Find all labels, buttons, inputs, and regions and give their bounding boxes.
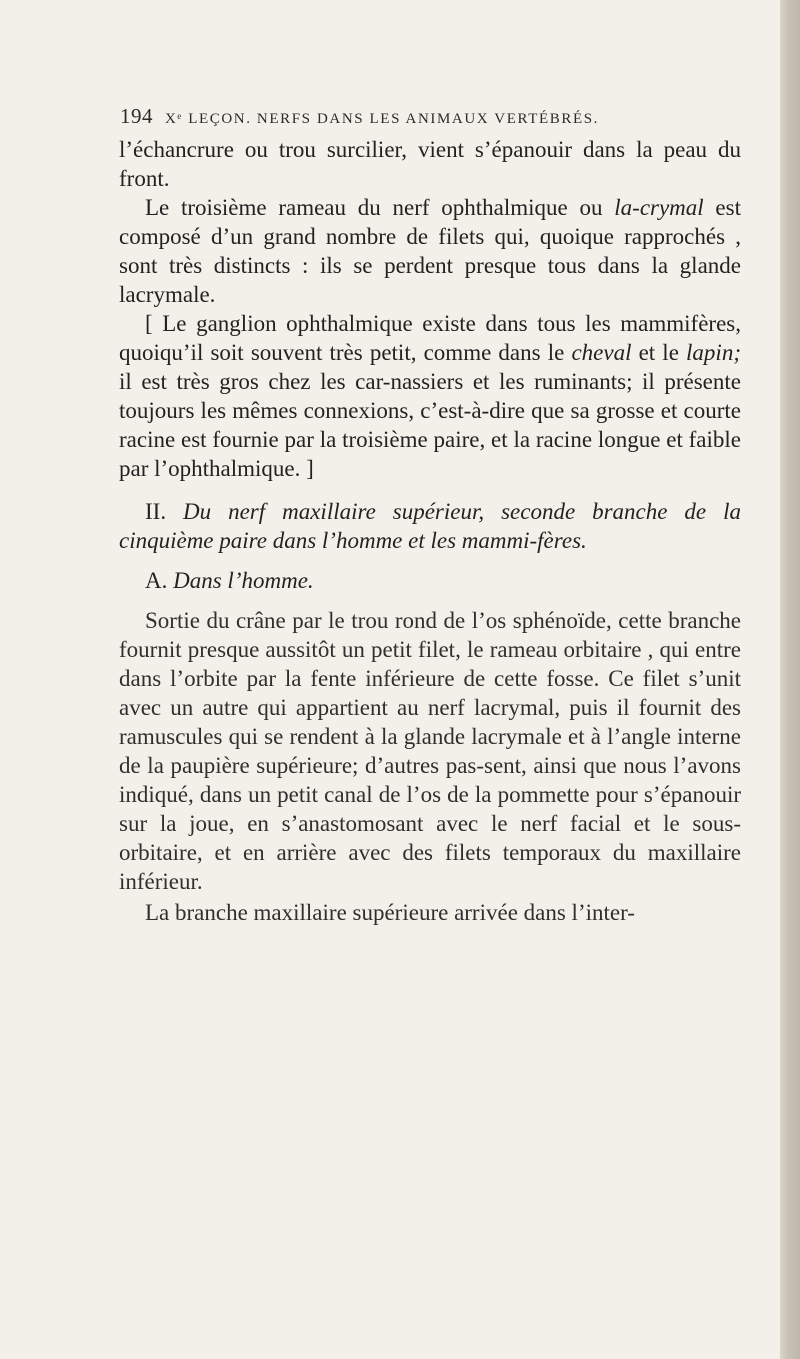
- paragraph-lacrymal-branch: [119, 193, 741, 309]
- page-edge: [780, 0, 800, 1359]
- subsection-title: Dans l’homme.: [173, 568, 314, 593]
- paragraph-continued: La branche maxillaire supérieure arrivée dans l’inter-: [145, 900, 635, 925]
- paragraph-maxillary-course: Sortie du crâne par le trou rond de l’os sphénoïde, cette branche fournit presque aussitôt un petit filet, le rameau orbitaire , qui entre dans l’orbite par la fente inférieure de cette fosse. Ce filet s’unit avec un autre qui appartient au nerf lacrymal, puis il fournit des ramuscules qui se rendent à la glande lacrymale et à l’angle interne de la paupière supérieure; d’autres pas-sent, ainsi que nous l’avons indiqué, dans un petit canal de l’os de la pommette pour s’épanouir sur la joue, en s’anastomosant avec le nerf facial et le sous-orbitaire, et en arrière avec des filets temporaux du maxillaire inférieur.: [119, 608, 741, 894]
- paragraph-text: et le: [631, 340, 687, 365]
- paragraph-continuation: l’échancrure ou trou surcilier, vient s’épanouir dans la peau du front.: [119, 137, 741, 191]
- running-head-title: Xᵉ LEÇON. NERFS DANS LES ANIMAUX VERTÉBRÉS.: [165, 111, 599, 127]
- italic-term: lapin;: [686, 340, 741, 365]
- section-number: II.: [145, 499, 184, 524]
- subsection-letter: A.: [145, 568, 174, 593]
- paragraph-text: [ Le ganglion ophthalmique existe dans tous les mammifères, quoiqu’il soit souvent très petit, comme dans le: [119, 311, 741, 365]
- page-number: 194: [120, 104, 153, 128]
- italic-term: cheval: [571, 340, 632, 365]
- section-title: Du nerf maxillaire supérieur, seconde branche de la cinquième paire dans l’homme et les mammi-fères.: [119, 499, 741, 553]
- section-heading: [119, 497, 741, 555]
- paragraph-ophthalmic-ganglion: [119, 309, 741, 483]
- running-head: [120, 104, 740, 138]
- paragraph-text: il est très gros chez les car-nassiers et les ruminants; il présente toujours les mêmes connexions, c’est-à-dire que sa grosse et courte racine est fournie par la troisième paire, et la racine longue et faible par l’ophthalmique. ]: [119, 369, 741, 481]
- italic-term: la-crymal: [614, 195, 704, 220]
- paragraph-text: est composé d’un grand nombre de filets qui, quoique rapprochés , sont très distincts : ils se perdent presque tous dans la glande lacrymale.: [119, 195, 741, 307]
- body-text: [119, 135, 741, 927]
- subsection-heading: [119, 566, 741, 595]
- paragraph-text: Le troisième rameau du nerf ophthalmique ou: [145, 195, 615, 220]
